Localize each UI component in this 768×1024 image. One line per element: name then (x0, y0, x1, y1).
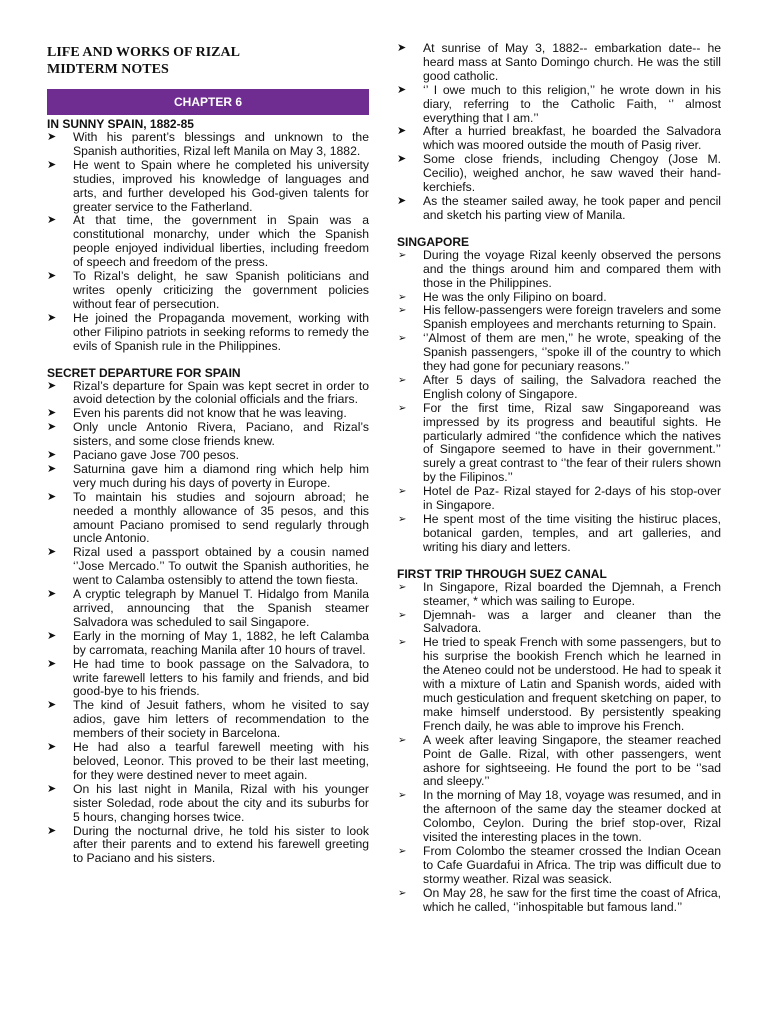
list-item-text: Hotel de Paz- Rizal stayed for 2-days of his stop-over in Singapore. (423, 484, 721, 513)
list-item-text: Even his parents did not know that he was leaving. (73, 406, 347, 421)
list-item-text: For the first time, Rizal saw Singaporeand was impressed by its progress and beautiful sights. He particularly admired ‘’the confidence which the natives of Singapore seemed to have in their government.’’ surely a great contrast to ‘’the fear of their rulers shown by the Filipinos.’’ (423, 400, 721, 485)
arrow-bullet-icon: ➤ (47, 699, 57, 712)
list-item-text: At sunrise of May 3, 1882-- embarkation date-- he heard mass at Santo Domingo church. He was the still good catholic. (423, 41, 721, 83)
list-item (397, 581, 721, 609)
list-item-text: After 5 days of sailing, the Salvadora reached the English colony of Singapore. (423, 372, 721, 401)
arrow-bullet-icon: ➢ (398, 402, 407, 414)
list-item-text: During the nocturnal drive, he told his sister to look after their parents and to extend his farewell greeting to Paciano and his sisters. (73, 823, 369, 866)
arrow-bullet-icon: ➤ (47, 449, 57, 462)
list-item (47, 312, 369, 354)
list-item (397, 402, 721, 485)
list-item-text: On May 28, he saw for the first time the coast of Africa, which he called, ‘’inhospitable but famous land.’’ (423, 885, 721, 914)
arrow-bullet-icon: ➢ (398, 305, 407, 317)
list-item (47, 407, 369, 421)
list-item-text: To maintain his studies and sojourn abroad; he needed a monthly allowance of 35 pesos, and this amount Paciano promised to send regularly through uncle Antonio. (73, 489, 369, 546)
arrow-bullet-icon: ➤ (397, 42, 407, 54)
bullet-list-secret-departure (47, 380, 369, 867)
arrow-bullet-icon: ➢ (398, 790, 407, 802)
document-title (47, 44, 369, 78)
list-item (397, 332, 721, 374)
list-item (47, 214, 369, 270)
arrow-bullet-icon: ➤ (47, 421, 57, 434)
arrow-bullet-icon: ➤ (47, 131, 57, 143)
list-item-text: During the voyage Rizal keenly observed the persons and the things around him and compared them with those in the Philippines. (423, 247, 721, 290)
list-item (47, 630, 369, 658)
section-heading-suez: FIRST TRIP THROUGH SUEZ CANAL (397, 566, 607, 581)
left-column (47, 40, 369, 866)
list-item (397, 249, 721, 291)
arrow-bullet-icon: ➤ (47, 824, 57, 837)
right-column (397, 42, 721, 914)
list-item (47, 588, 369, 630)
list-item (47, 131, 369, 159)
list-item (47, 463, 369, 491)
list-item (47, 421, 369, 449)
arrow-bullet-icon: ➤ (47, 462, 57, 475)
list-item (397, 789, 721, 845)
arrow-bullet-icon: ➢ (398, 486, 407, 498)
list-item-text: A week after leaving Singapore, the steamer reached Point de Galle. Rizal, with other passengers, went ashore for sightseeing. He found the port to be ‘’sad and sleepy.’’ (423, 732, 721, 789)
arrow-bullet-icon: ➤ (47, 158, 57, 171)
list-item (47, 270, 369, 312)
arrow-bullet-icon: ➢ (398, 249, 407, 261)
list-item-text: He spent most of the time visiting the histiruc places, botanical garden, temples, and art galleries, and writing his diary and letters. (423, 512, 721, 554)
list-item-text: He joined the Propaganda movement, working with other Filipino patriots in seeking reforms to remedy the evils of Spanish rule in the Philippines. (73, 310, 369, 353)
arrow-bullet-icon: ➢ (398, 734, 407, 746)
list-item (47, 491, 369, 547)
list-item-text: On his last night in Manila, Rizal with his younger sister Soledad, rode about the city and its suburbs for 5 hours, changing horses twice. (73, 781, 369, 824)
list-item (397, 609, 721, 637)
arrow-bullet-icon: ➤ (47, 214, 57, 227)
list-item-text: From Colombo the steamer crossed the Indian Ocean to Cafe Guardafui in Africa. The trip was difficult due to stormy weather. Rizal was seasick. (423, 843, 721, 886)
arrow-bullet-icon: ➤ (397, 83, 407, 96)
arrow-bullet-icon: ➤ (47, 490, 57, 503)
list-item-text: Early in the morning of May 1, 1882, he left Calamba by carromata, reaching Manila after 10 hours of travel. (73, 628, 369, 657)
list-item (397, 513, 721, 555)
arrow-bullet-icon: ➤ (47, 379, 57, 392)
chapter-banner: CHAPTER 6 (47, 89, 369, 115)
list-item (47, 783, 369, 825)
list-item-text: At that time, the government in Spain was a constitutional monarchy, under which the Spanish people enjoyed individual liberties, including freedom of speech and freedom of the press. (73, 213, 369, 270)
arrow-bullet-icon: ➢ (398, 609, 407, 621)
list-item (397, 374, 721, 402)
list-item (47, 449, 369, 463)
list-item-text: He tried to speak French with some passengers, but to his surprise the bookish French which he learned in the Ateneo could not be understood. He had to speak it with a mixture of Latin and Spanish words, aided with much gesticulation and frequent sketching on paper, to make himself understood. By persistently speaking French daily, he was able to improve his French. (423, 635, 721, 733)
title-line-1: LIFE AND WORKS OF RIZAL (47, 45, 240, 60)
list-item (47, 825, 369, 867)
arrow-bullet-icon: ➤ (47, 629, 57, 642)
list-item-text: Rizal’s departure for Spain was kept secret in order to avoid detection by the colonial officials and the friars. (73, 378, 369, 407)
list-item-text: Djemnah- was a larger and cleaner than the Salvadora. (423, 607, 721, 636)
list-item-text: He had also a tearful farewell meeting with his beloved, Leonor. This proved to be their last meeting, for they were destined never to meet again. (73, 740, 369, 782)
bullet-list-departure-day (397, 42, 721, 223)
arrow-bullet-icon: ➤ (397, 153, 407, 166)
list-item (47, 699, 369, 741)
arrow-bullet-icon: ➤ (47, 546, 57, 559)
arrow-bullet-icon: ➤ (47, 782, 57, 795)
arrow-bullet-icon: ➤ (397, 194, 407, 207)
section-heading-singapore: SINGAPORE (397, 234, 470, 249)
arrow-bullet-icon: ➢ (398, 637, 407, 649)
list-item-text: After a hurried breakfast, he boarded the Salvadora which was moored outside the mouth of Pasig river. (423, 124, 721, 153)
list-item (397, 125, 721, 153)
list-item (47, 658, 369, 700)
arrow-bullet-icon: ➢ (398, 514, 407, 525)
list-item (397, 485, 721, 513)
bullet-list-singapore (397, 249, 721, 555)
list-item-text: Paciano gave Jose 700 pesos. (73, 448, 240, 463)
list-item (47, 546, 369, 588)
arrow-bullet-icon: ➢ (398, 291, 407, 303)
list-item (397, 734, 721, 790)
arrow-bullet-icon: ➤ (47, 741, 57, 754)
list-item-text: ‘’ I owe much to this religion,’’ he wrote down in his diary, referring to the Catholic Faith, ‘’ almost everything that I am.’’ (423, 82, 721, 125)
list-item-text: He was the only Filipino on board. (423, 289, 607, 304)
arrow-bullet-icon: ➤ (47, 657, 57, 670)
list-item-text: In Singapore, Rizal boarded the Djemnah, a French steamer, * which was sailing to Europe. (423, 579, 721, 608)
arrow-bullet-icon: ➢ (398, 333, 407, 345)
arrow-bullet-icon: ➤ (47, 588, 57, 601)
list-item-text: With his parent’s blessings and unknown to the Spanish authorities, Rizal left Manila on May 3, 1882. (73, 130, 369, 158)
list-item (397, 84, 721, 126)
list-item (397, 845, 721, 887)
list-item-text: As the steamer sailed away, he took paper and pencil and sketch his parting view of Manila. (423, 193, 721, 222)
list-item (397, 291, 721, 305)
section-heading-sunny-spain: IN SUNNY SPAIN, 1882-85 (47, 117, 194, 131)
arrow-bullet-icon: ➤ (47, 407, 57, 420)
section-heading-secret-departure: SECRET DEPARTURE FOR SPAIN (47, 365, 241, 380)
bullet-list-sunny-spain (47, 131, 369, 354)
list-item-text: He went to Spain where he completed his university studies, improved his knowledge of languages and arts, and further developed his God-given talents for greater service to the Fatherland. (73, 157, 369, 214)
bullet-list-suez (397, 581, 721, 915)
list-item-text: Only uncle Antonio Rivera, Paciano, and Rizal’s sisters, and some close friends knew. (73, 420, 369, 449)
list-item-text: He had time to book passage on the Salvadora, to write farewell letters to his family and friends, and bid good-bye to his friends. (73, 656, 369, 699)
list-item (47, 380, 369, 408)
list-item-text: A cryptic telegraph by Manuel T. Hidalgo from Manila arrived, announcing that the Spanish steamer Salvadora was scheduled to sail Singapore. (73, 587, 369, 629)
list-item-text: Saturnina gave him a diamond ring which help him very much during his days of poverty in Europe. (73, 461, 369, 490)
list-item-text: In the morning of May 18, voyage was resumed, and in the afternoon of the same day the steamer docked at Colombo, Ceylon. During the brief stop-over, Rizal visited the interesting places in the town. (423, 788, 721, 845)
arrow-bullet-icon: ➢ (398, 374, 407, 386)
arrow-bullet-icon: ➢ (398, 845, 407, 857)
list-item-text: Some close friends, including Chengoy (Jose M. Cecilio), weighed anchor, he saw waved their hand-kerchiefs. (423, 152, 721, 195)
list-item-text: ‘’Almost of them are men,’’ he wrote, speaking of the Spanish passengers, ‘’spoke ill of the country to which they had gone for pecuniary reasons.’’ (423, 331, 721, 374)
list-item (397, 42, 721, 84)
list-item (47, 159, 369, 215)
list-item (397, 887, 721, 915)
arrow-bullet-icon: ➢ (398, 581, 407, 593)
arrow-bullet-icon: ➤ (397, 125, 407, 138)
list-item-text: His fellow-passengers were foreign travelers and some Spanish employees and merchants returning to Spain. (423, 303, 721, 332)
list-item (397, 304, 721, 332)
list-item (397, 153, 721, 195)
list-item-text: The kind of Jesuit fathers, whom he visited to say adios, gave him letters of recommendation to the members of their society in Barcelona. (73, 698, 369, 741)
list-item-text: To Rizal’s delight, he saw Spanish politicians and writes openly criticizing the government policies without fear of persecution. (73, 269, 369, 311)
list-item (397, 636, 721, 733)
list-item (397, 195, 721, 223)
arrow-bullet-icon: ➤ (47, 270, 57, 283)
arrow-bullet-icon: ➤ (47, 311, 57, 324)
arrow-bullet-icon: ➢ (398, 887, 407, 899)
list-item (47, 741, 369, 783)
title-line-2: MIDTERM NOTES (47, 62, 169, 77)
list-item-text: Rizal used a passport obtained by a cousin named ‘’Jose Mercado.’’ To outwit the Spanish authorities, he went to Calamba ostensibly to attend the town fiesta. (73, 545, 369, 588)
